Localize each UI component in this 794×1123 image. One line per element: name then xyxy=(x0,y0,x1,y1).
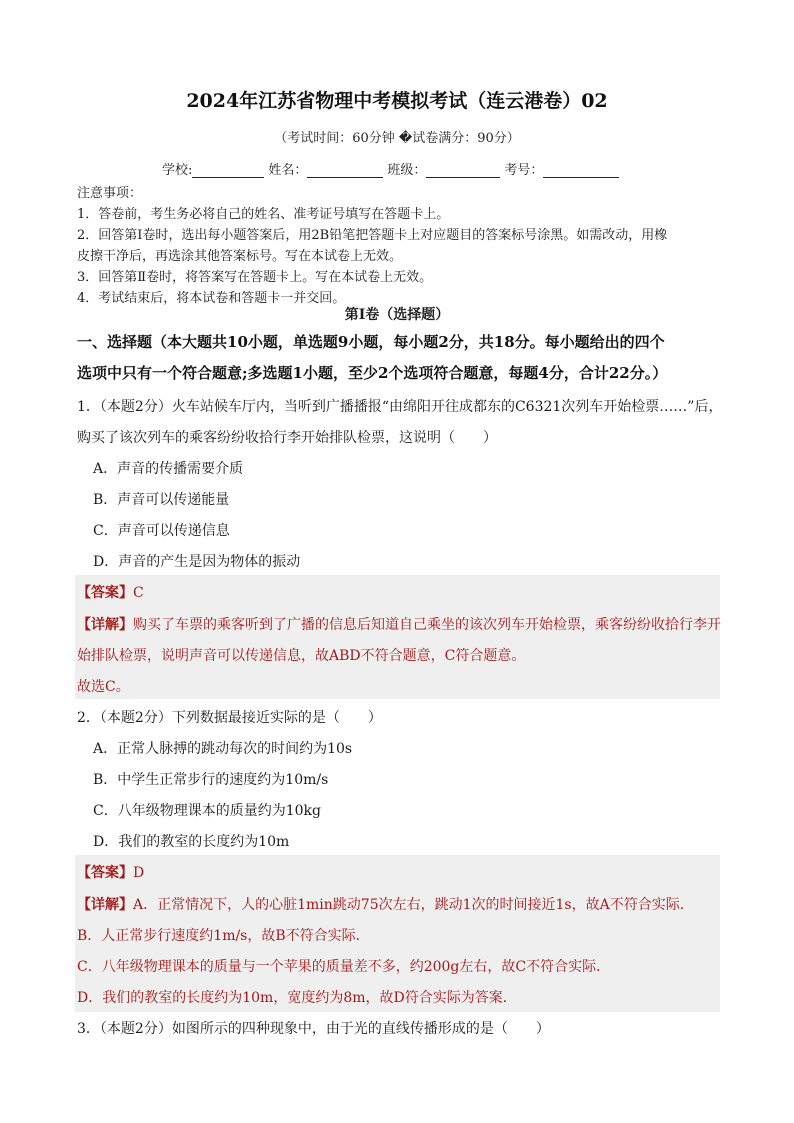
detail-text: A．正常情况下，人的心脏1min跳动75次左右，跳动1次的时间接近1s，故A不符合实际． xyxy=(133,897,694,913)
class-field xyxy=(387,159,504,178)
detail-text: 始排队检票，说明声音可以传递信息，故ABD不符合题意，C符合题意。 xyxy=(77,648,526,664)
detail-line xyxy=(77,614,721,634)
exam-number-label: 考号： xyxy=(504,163,544,178)
notice-item: 皮擦干净后，再选涂其他答案标号。写在本试卷上无效。 xyxy=(77,249,403,264)
detail-text: 故选C。 xyxy=(77,679,130,695)
option-c: C．声音可以传递信息 xyxy=(93,523,230,539)
answer-tag: 【答案】 xyxy=(77,865,133,881)
answer-value: C xyxy=(133,585,144,601)
school-blank[interactable] xyxy=(192,163,264,178)
option-a: A．声音的传播需要介质 xyxy=(93,461,244,477)
answer-line xyxy=(77,862,144,882)
class-blank[interactable] xyxy=(426,163,500,178)
detail-text: C．八年级物理课本的质量与一个苹果的质量差不多，约200g左右，故C不符合实际． xyxy=(77,959,611,975)
section-instructions: 选项中只有一个符合题意;多选题1小题，至少2个选项符合题意，每题4分，合计22分。） xyxy=(77,364,668,382)
detail-tag: 【详解】 xyxy=(77,617,133,633)
answer-line xyxy=(77,582,144,602)
name-field xyxy=(268,159,387,178)
section-heading: 第Ⅰ卷（选择题） xyxy=(344,307,450,323)
option-b: B．声音可以传递能量 xyxy=(93,492,230,508)
option-c: C．八年级物理课本的质量约为10kg xyxy=(93,803,321,819)
notice-item: 1．答卷前，考生务必将自己的姓名、准考证号填写在答题卡上。 xyxy=(77,207,450,222)
option-a: A．正常人脉搏的跳动每次的时间约为10s xyxy=(93,741,353,757)
student-info-row xyxy=(162,159,623,178)
detail-tag: 【详解】 xyxy=(77,897,133,913)
option-d: D．声音的产生是因为物体的振动 xyxy=(93,554,301,570)
question-stem: 3．（本题2分）如图所示的四种现象中，由于光的直线传播形成的是（ ） xyxy=(77,1021,550,1037)
exam-number-blank[interactable] xyxy=(543,163,619,178)
notice-item: 4．考试结束后，将本试卷和答题卡一并交回。 xyxy=(77,291,346,306)
school-label: 学校: xyxy=(162,163,193,178)
answer-box xyxy=(75,575,720,699)
answer-tag: 【答案】 xyxy=(77,585,133,601)
detail-text: 购买了车票的乘客听到了广播的信息后知道自己乘坐的该次列车开始检票，乘客纷纷收拾行李开 xyxy=(133,617,721,633)
class-label: 班级： xyxy=(387,163,427,178)
question-stem: 1．（本题2分）火车站候车厅内，当听到广播播报“由绵阳开往成都东的C6321次列车开始检票……”后， xyxy=(77,399,723,415)
exam-title: 2024年江苏省物理中考模拟考试（连云港卷）02 xyxy=(186,90,608,112)
name-blank[interactable] xyxy=(307,163,383,178)
section-instructions: 一、选择题（本大题共10小题，单选题9小题，每小题2分，共18分。每小题给出的四个 xyxy=(77,333,665,351)
school-field xyxy=(162,159,268,178)
detail-text: D．我们的教室的长度约为10m，宽度约为8m，故D符合实际为答案． xyxy=(77,990,517,1006)
detail-line xyxy=(77,894,694,914)
question-stem: 购买了该次列车的乘客纷纷收拾行李开始排队检票，这说明（ ） xyxy=(77,430,497,446)
name-label: 姓名： xyxy=(268,163,308,178)
notice-item: 3．回答第Ⅱ卷时，将答案写在答题卡上。写在本试卷上无效。 xyxy=(77,270,433,285)
notice-item: 2．回答第Ⅰ卷时，选出每小题答案后，用2B铅笔把答题卡上对应题目的答案标号涂黑。如需改动，用橡 xyxy=(77,228,668,243)
notice-heading: 注意事项： xyxy=(77,186,143,201)
exam-subtitle: （考试时间：60分钟 �试卷满分：90分） xyxy=(274,131,520,146)
detail-text: B．人正常步行速度约1m/s，故B不符合实际． xyxy=(77,928,370,944)
exam-number-field xyxy=(504,159,623,178)
option-b: B．中学生正常步行的速度约为10m/s xyxy=(93,772,329,788)
question-stem: 2．（本题2分）下列数据最接近实际的是（ ） xyxy=(77,710,382,726)
answer-value: D xyxy=(133,865,145,881)
option-d: D．我们的教室的长度约为10m xyxy=(93,834,290,850)
